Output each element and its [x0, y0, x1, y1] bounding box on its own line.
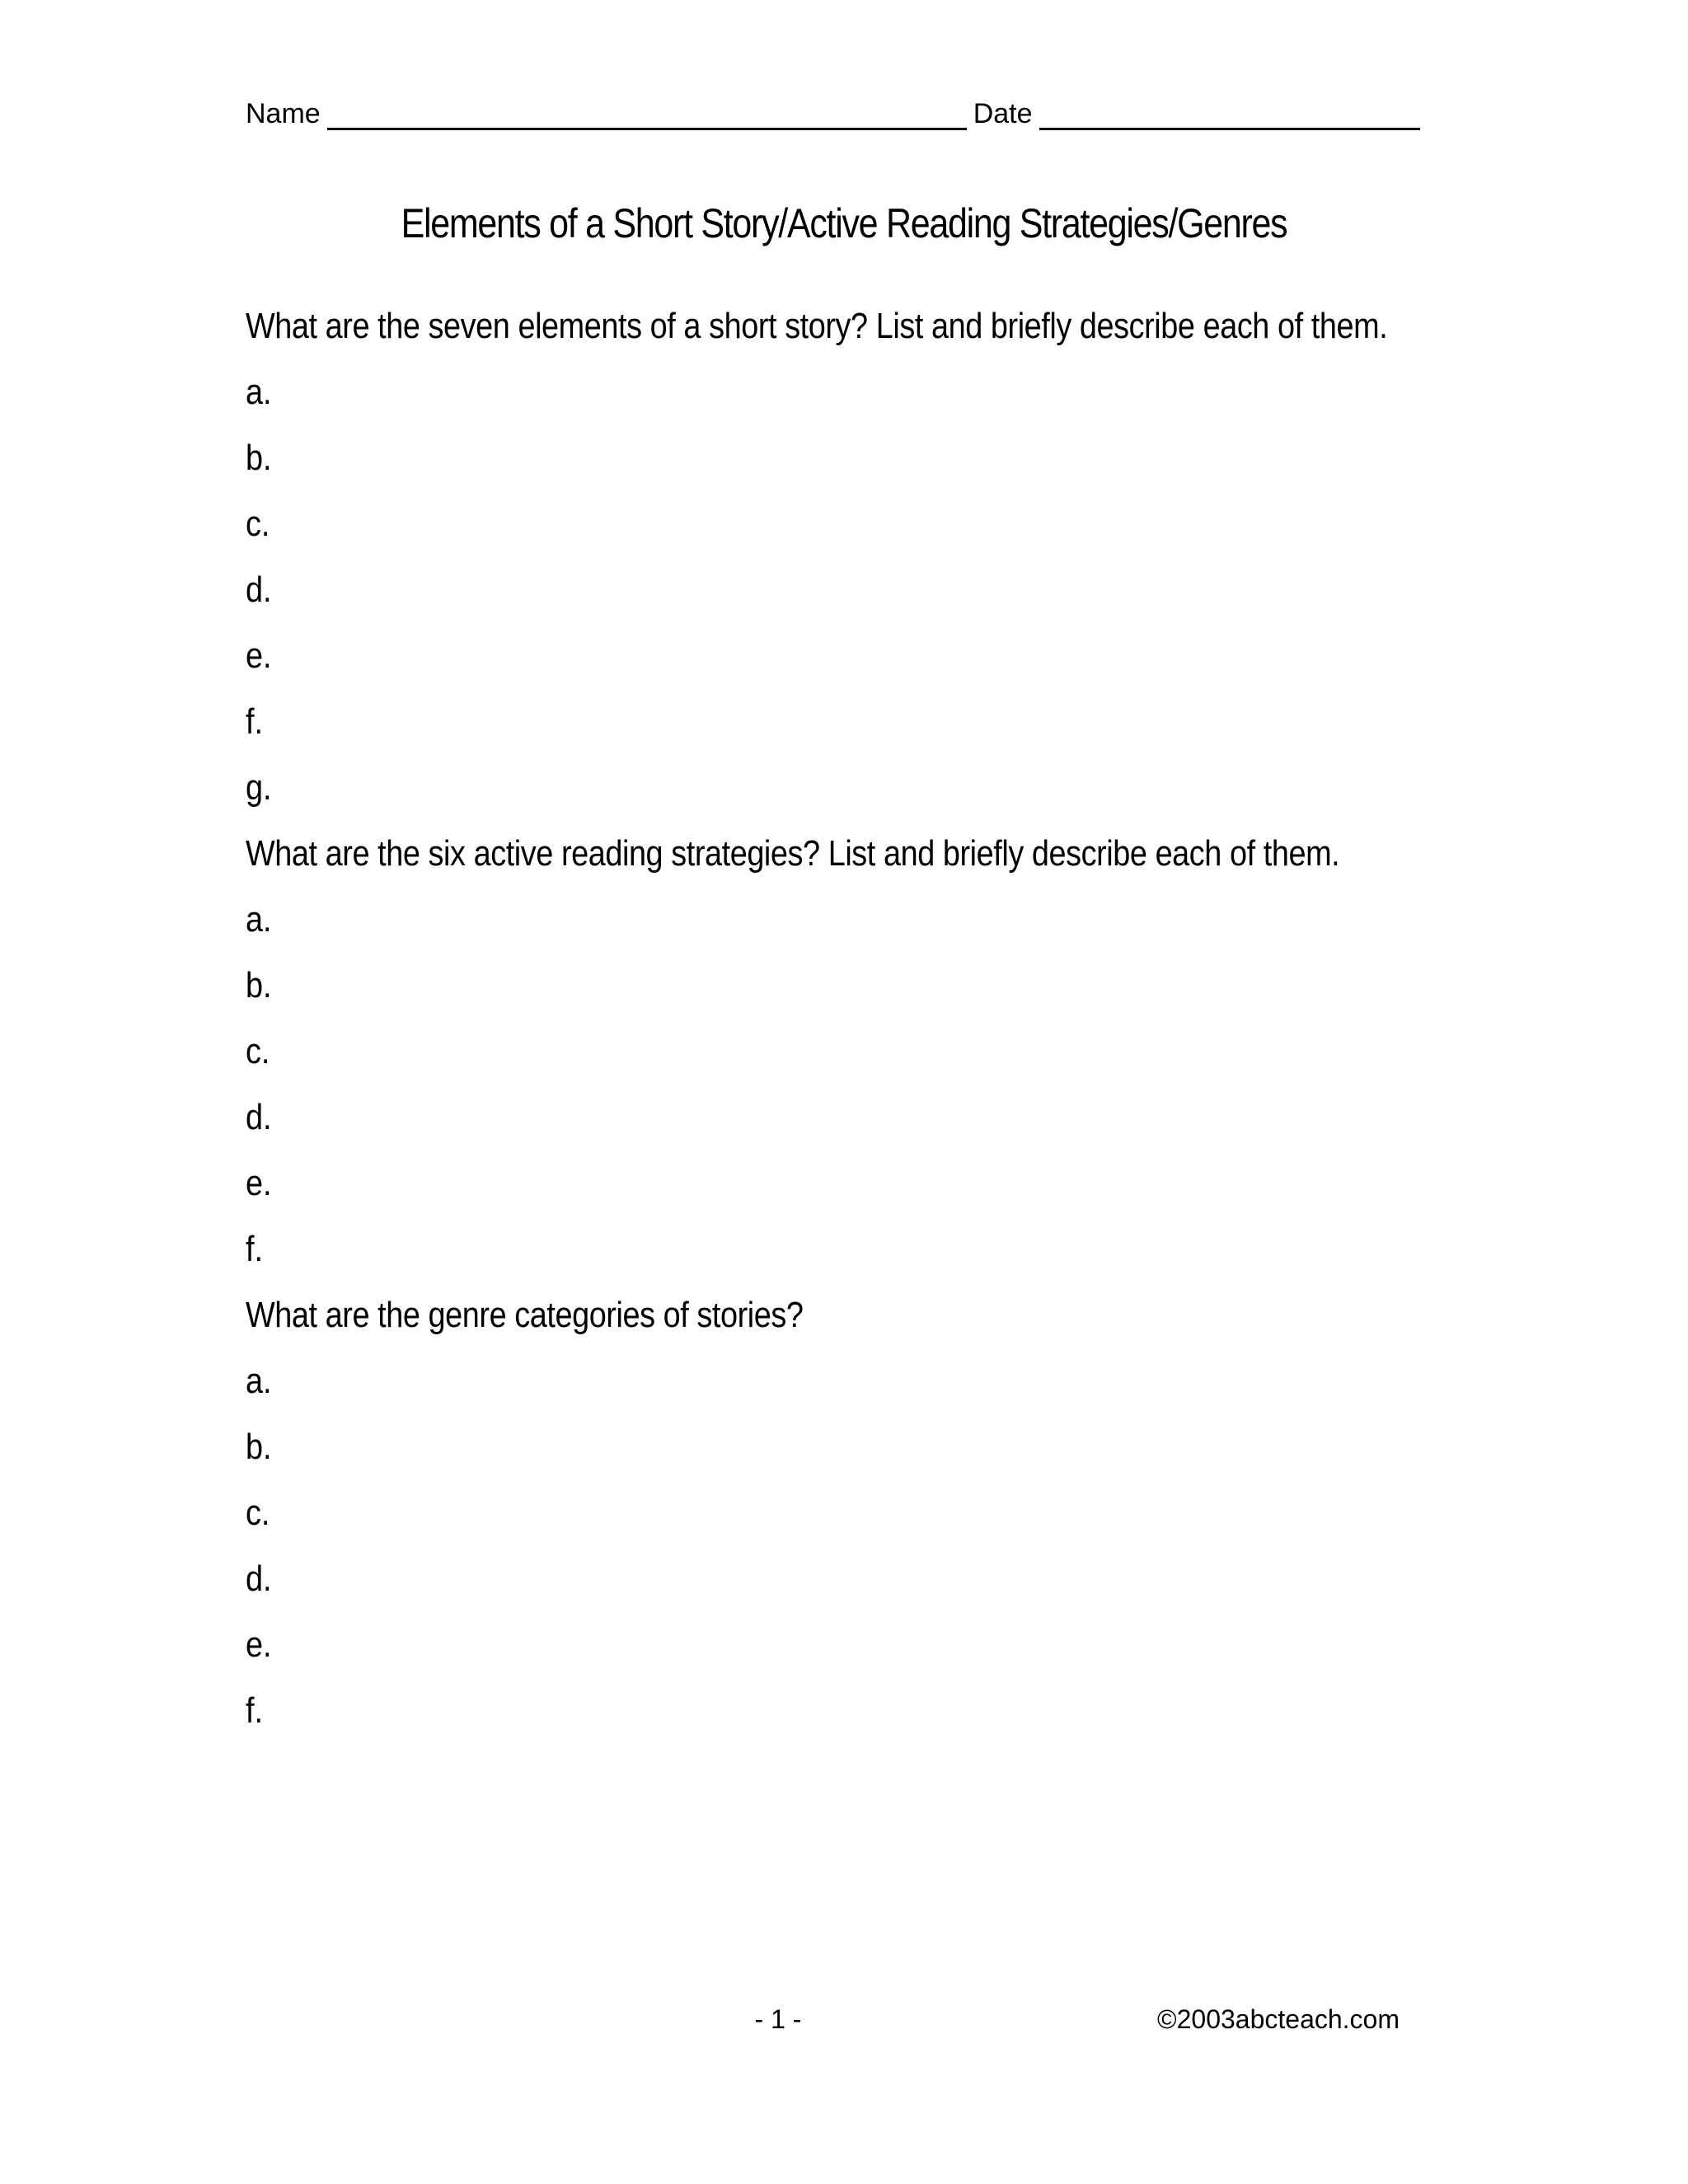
- list-item: b.: [246, 438, 272, 478]
- list-item: c.: [246, 1031, 270, 1071]
- list-item: c.: [246, 1493, 270, 1533]
- list-item: b.: [246, 1427, 272, 1467]
- section-active-reading-strategies: [246, 821, 1663, 1282]
- list-item: d.: [246, 569, 272, 610]
- name-date-header: [246, 92, 1427, 135]
- name-blank: [327, 95, 967, 130]
- worksheet-content: [246, 293, 1663, 1744]
- page-title: Elements of a Short Story/Active Reading Strategies/Genres: [401, 200, 1287, 246]
- list-item: d.: [246, 1558, 272, 1599]
- section-genre-categories: [246, 1282, 1663, 1744]
- date-blank: [1039, 95, 1420, 130]
- list-item: f.: [246, 1229, 264, 1269]
- date-label: Date: [973, 98, 1033, 129]
- list-item: e.: [246, 635, 272, 676]
- list-item: e.: [246, 1624, 272, 1665]
- list-item: g.: [246, 767, 272, 808]
- question: What are the genre categories of stories?: [246, 1295, 804, 1335]
- list-item: a.: [246, 899, 272, 940]
- list-item: f.: [246, 701, 264, 742]
- list-item: a.: [246, 372, 272, 412]
- list-item: d.: [246, 1097, 272, 1137]
- list-item: c.: [246, 504, 270, 544]
- question: What are the six active reading strategies? List and briefly describe each of them.: [246, 833, 1340, 874]
- question: What are the seven elements of a short story? List and briefly describe each of them.: [246, 306, 1388, 346]
- name-label: Name: [246, 98, 321, 129]
- page-number: - 1 -: [754, 2004, 802, 2034]
- list-item: b.: [246, 965, 272, 1005]
- list-item: e.: [246, 1163, 272, 1203]
- copyright-notice: ©2003abcteach.com: [1157, 2004, 1400, 2034]
- list-item: f.: [246, 1690, 264, 1731]
- section-short-story-elements: [246, 293, 1663, 821]
- list-item: a.: [246, 1361, 272, 1401]
